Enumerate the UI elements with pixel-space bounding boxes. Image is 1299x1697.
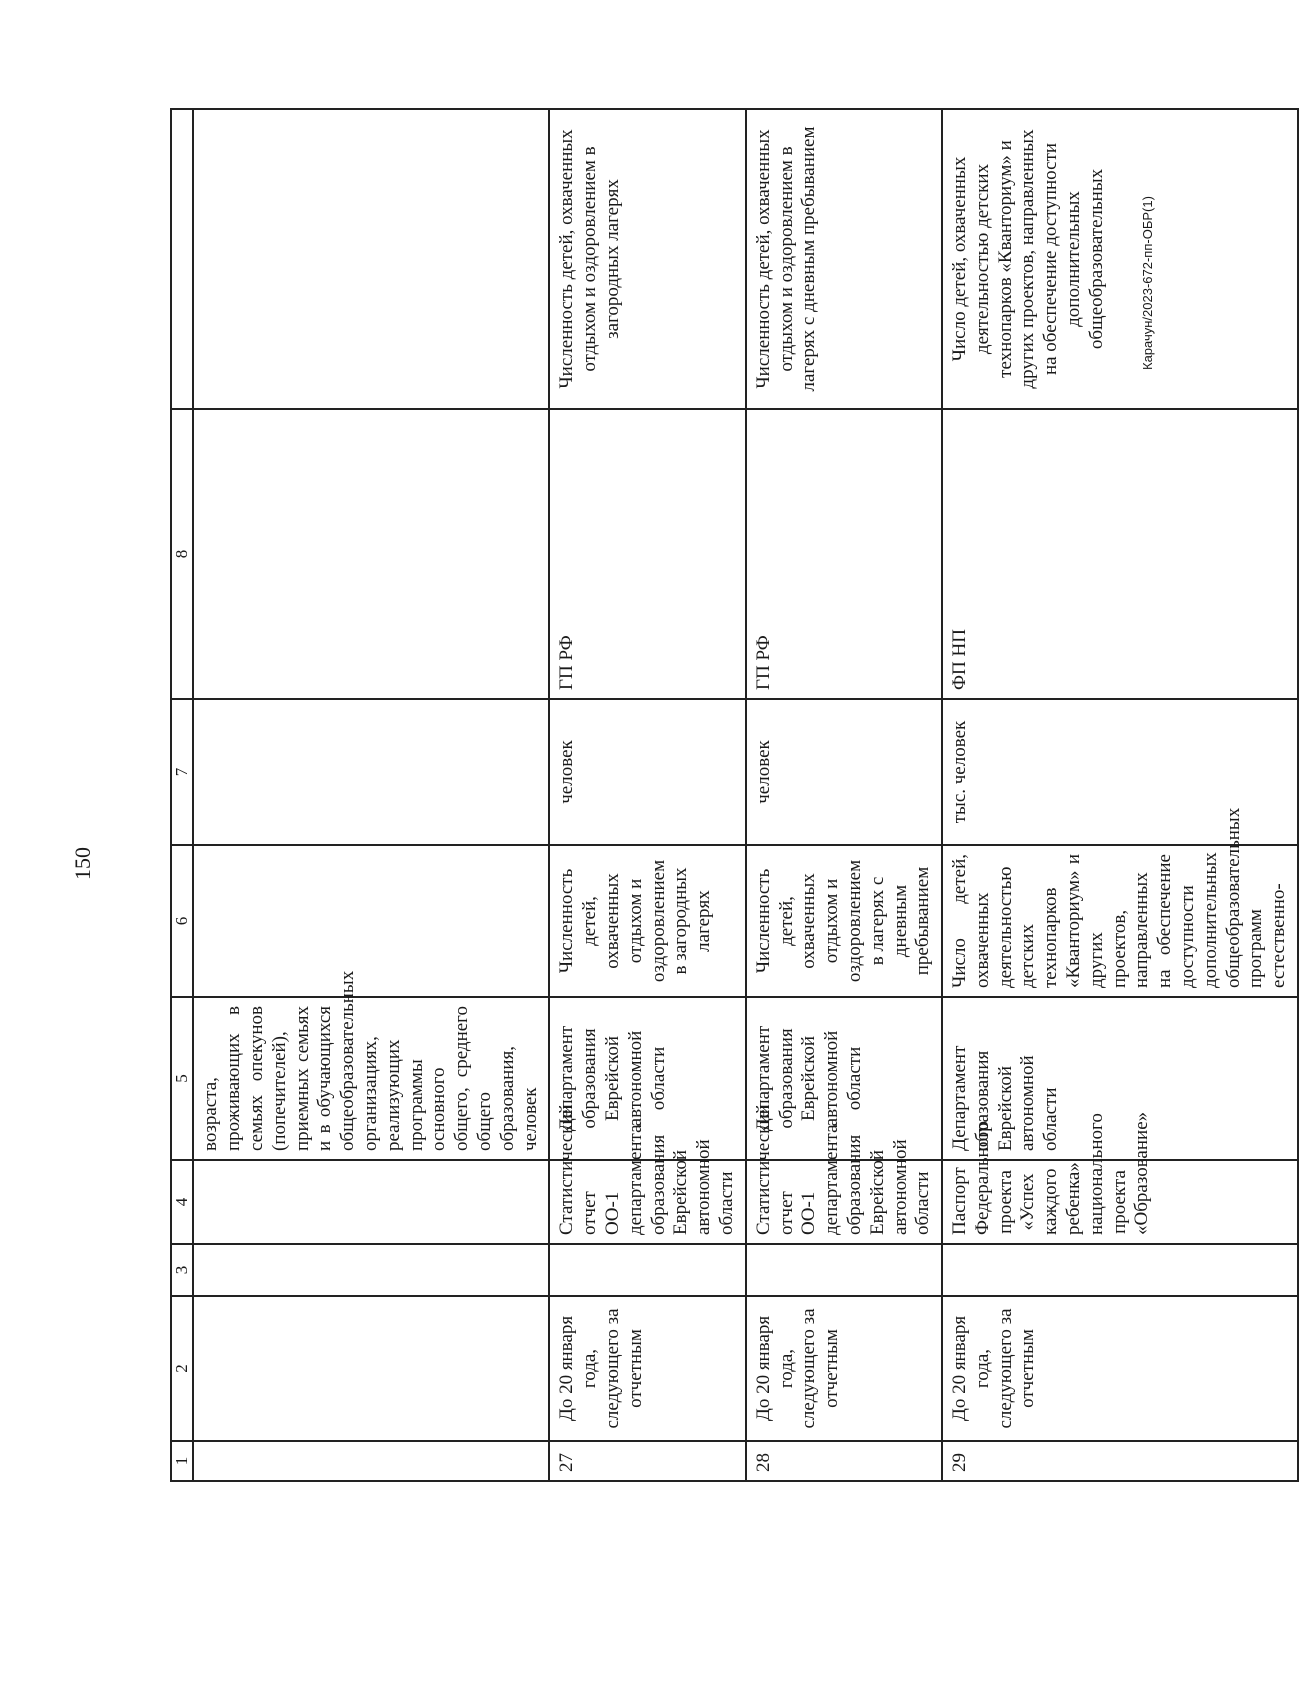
- document-code: Карачун/2023-672-пп-ОБР(1): [1140, 196, 1155, 370]
- cell-deadline: До 20 января года, следующего за отчетным: [746, 1296, 942, 1441]
- header-col-5: 5: [171, 997, 193, 1160]
- cell-empty: [942, 1244, 1298, 1296]
- cell-name: Численность детей, охваченных отдыхом и оздоровлением в лагерях с дневным пребыванием: [746, 109, 942, 409]
- cell-empty: [193, 1244, 549, 1296]
- cell-empty: [549, 1244, 745, 1296]
- cell-definition: Число детей, охваченных деятельностью детских технопарков «Кванториум» и других проектов, направленных на обеспечение доступности дополнительных общеобразовательных программ естественно-: [942, 845, 1298, 997]
- indicator-table-rotated: [170, 110, 1290, 1482]
- cell-source-level: ГП РФ: [746, 409, 942, 699]
- cell-num: 28: [746, 1441, 942, 1481]
- cell-empty: [193, 409, 549, 699]
- header-col-3: 3: [171, 1244, 193, 1296]
- cell-source-level: ФП НП: [942, 409, 1298, 699]
- cell-unit: тыс. человек: [942, 699, 1298, 845]
- cell-data-source: Статистический отчет ОО-1 департамента образования Еврейской автономной области: [549, 1160, 745, 1244]
- cell-responsible: Департамент образования Еврейской автономной области: [746, 997, 942, 1160]
- cell-deadline: До 20 января года, следующего за отчетным: [942, 1296, 1298, 1441]
- cell-responsible: Департамент образования Еврейской автономной области: [549, 997, 745, 1160]
- cell-empty: [193, 845, 549, 997]
- cell-source-level: ГП РФ: [549, 409, 745, 699]
- table-row-continuation: [193, 109, 549, 1481]
- cell-unit: человек: [746, 699, 942, 845]
- page-number: 150: [70, 847, 95, 880]
- cell-num: 27: [549, 1441, 745, 1481]
- table-header-row: [171, 109, 193, 1481]
- cell-num: 29: [942, 1441, 1298, 1481]
- header-col-2: 2: [171, 1296, 193, 1441]
- cell-definition: Численность детей, охваченных отдыхом и оздоровлением в лагерях с дневным пребыванием: [746, 845, 942, 997]
- table-row: [549, 109, 745, 1481]
- header-col-8: 8: [171, 409, 193, 699]
- cell-empty: [193, 1441, 549, 1481]
- cell-data-source: Статистический отчет ОО-1 департамента образования Еврейской автономной области: [746, 1160, 942, 1244]
- header-col-7: 7: [171, 699, 193, 845]
- cell-data-source: Паспорт Федерального проекта «Успех каждого ребенка» национального проекта «Образование»: [942, 1160, 1298, 1244]
- cell-name: Число детей, охваченных деятельностью детских технопарков «Кванториум» и других проектов, направленных на обеспечение доступности дополнительных общеобразовательных: [942, 109, 1298, 409]
- cell-definition-continued: возраста, проживающих в семьях опекунов (попечителей), приемных семьях и в обучающихся общеобразовательных организациях, реализующих программы основного общего, среднего общего образования, человек: [193, 997, 549, 1160]
- cell-empty: [193, 1296, 549, 1441]
- cell-empty: [193, 699, 549, 845]
- header-col-1: 1: [171, 1441, 193, 1481]
- cell-name: Численность детей, охваченных отдыхом и оздоровлением в загородных лагерях: [549, 109, 745, 409]
- cell-indicator-name: До 20 января года, следующего за отчетным: [549, 1296, 745, 1441]
- table-row: [746, 109, 942, 1481]
- header-col-empty: [171, 109, 193, 409]
- cell-definition: Численность детей, охваченных отдыхом и оздоровлением в загородных лагерях: [549, 845, 745, 997]
- cell-unit: человек: [549, 699, 745, 845]
- header-col-6: 6: [171, 845, 193, 997]
- cell-responsible: Департамент образования Еврейской автономной области: [942, 997, 1298, 1160]
- header-col-4: 4: [171, 1160, 193, 1244]
- cell-empty: [193, 109, 549, 409]
- cell-empty: [746, 1244, 942, 1296]
- indicator-table: [170, 108, 1299, 1482]
- cell-empty: [193, 1160, 549, 1244]
- table-row: [942, 109, 1298, 1481]
